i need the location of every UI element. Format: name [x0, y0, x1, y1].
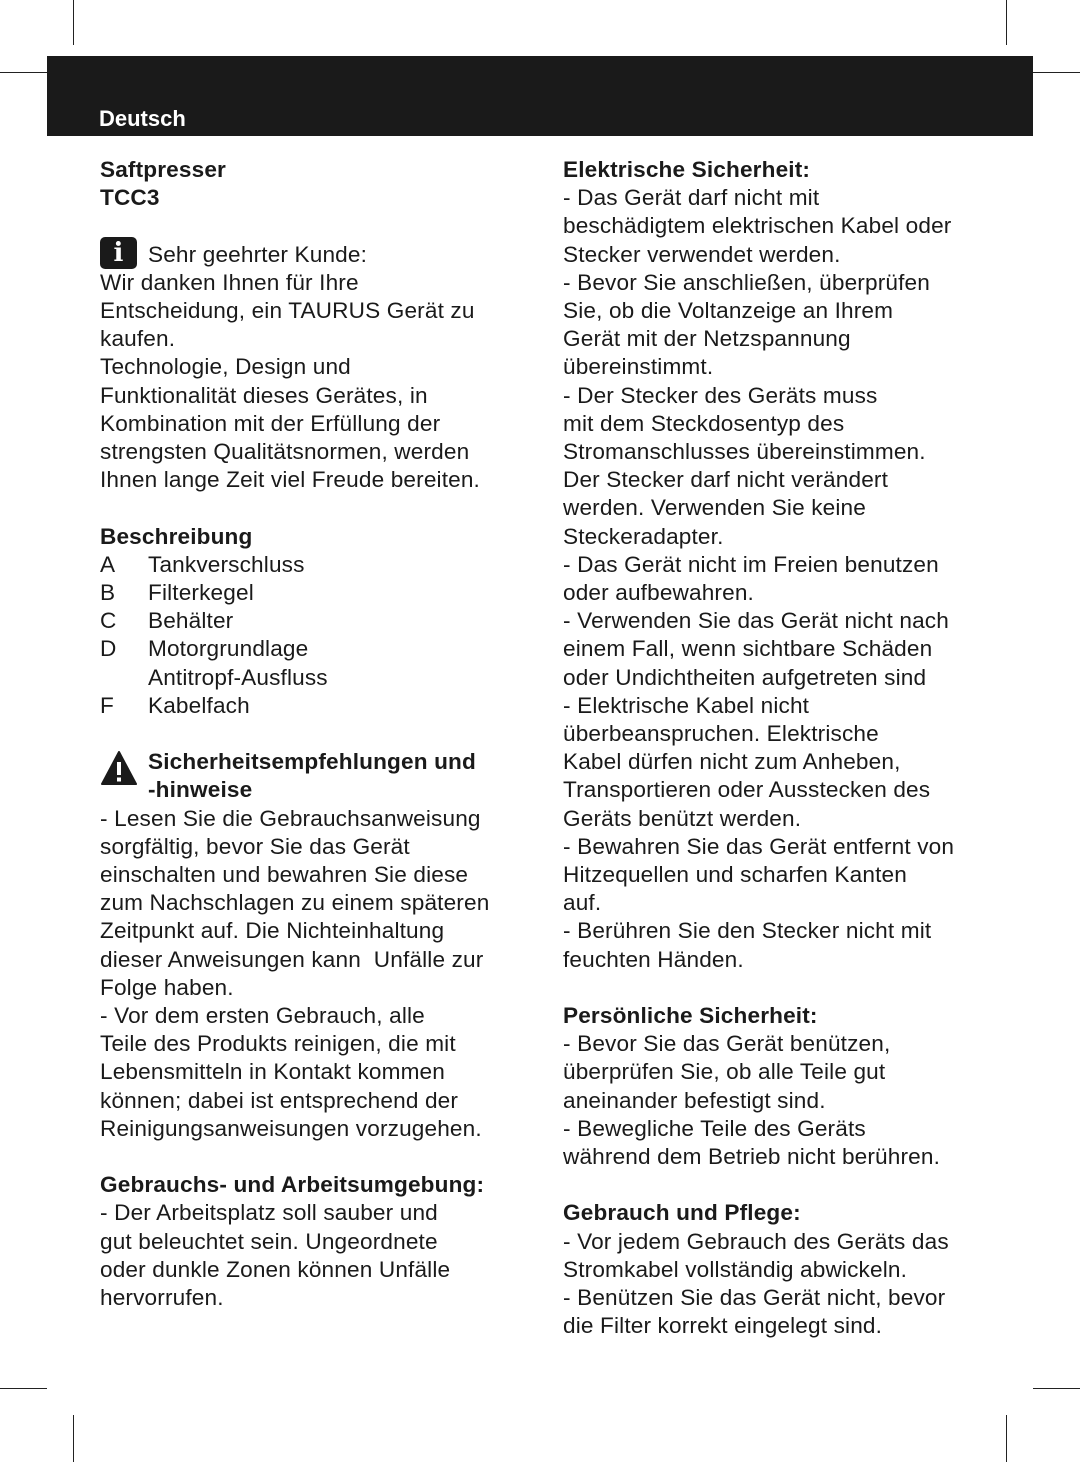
item-label: Filterkegel: [148, 580, 254, 606]
text-line: feuchten Händen.: [563, 946, 744, 972]
safety-text: [100, 805, 530, 1143]
language-label: Deutsch: [99, 106, 186, 131]
text-line: überprüfen Sie, ob alle Teile gut: [563, 1059, 886, 1085]
item-letter: C: [100, 608, 117, 634]
text-line: die Filter korrekt eingelegt sind.: [563, 1313, 883, 1339]
info-icon: i: [100, 237, 137, 269]
text-line: gut beleuchtet sein. Ungeordnete: [100, 1228, 438, 1254]
item-letter: A: [100, 551, 116, 577]
text-line: Stecker verwendet werden.: [563, 241, 841, 267]
text-line: - Der Stecker des Geräts muss: [563, 382, 878, 408]
item-letter: F: [100, 692, 114, 718]
crop-mark: [1033, 1388, 1080, 1389]
warning-icon: [100, 750, 138, 786]
text-line: Sie, ob die Voltanzeige an Ihrem: [563, 298, 894, 324]
environment-heading: Gebrauchs- und Arbeitsumgebung:: [100, 1172, 485, 1198]
crop-mark: [1033, 72, 1080, 73]
intro-line: Technologie, Design und: [100, 354, 351, 380]
text-line: mit dem Steckdosentyp des: [563, 410, 845, 436]
text-line: Stromkabel vollständig abwickeln.: [563, 1256, 908, 1282]
text-line: - Verwenden Sie das Gerät nicht nach: [563, 608, 949, 634]
list-item: [100, 607, 530, 635]
description-list: [100, 551, 530, 720]
text-line: - Bewegliche Teile des Geräts: [563, 1115, 866, 1141]
intro-line: Kombination mit der Erfüllung der: [100, 410, 441, 436]
text-line: - Lesen Sie die Gebrauchsanweisung: [100, 805, 481, 831]
text-line: während dem Betrieb nicht berühren.: [563, 1144, 941, 1170]
intro-line: kaufen.: [100, 326, 176, 352]
text-line: - Bevor Sie anschließen, überprüfen: [563, 269, 930, 295]
product-model: TCC3: [100, 185, 160, 211]
crop-mark: [73, 0, 74, 45]
text-line: hervorrufen.: [100, 1285, 224, 1311]
text-line: oder aufbewahren.: [563, 580, 754, 606]
item-label: Behälter: [148, 608, 234, 634]
text-line: Der Stecker darf nicht verändert: [563, 467, 889, 493]
text-line: Geräts benützt werden.: [563, 805, 802, 831]
list-item: [100, 579, 530, 607]
crop-mark: [1006, 0, 1007, 45]
text-line: Hitzequellen und scharfen Kanten: [563, 862, 907, 888]
text-line: - Bevor Sie das Gerät benützen,: [563, 1031, 891, 1057]
text-line: überbeanspruchen. Elektrische: [563, 721, 879, 747]
care-heading: Gebrauch und Pflege:: [563, 1200, 801, 1226]
text-line: zum Nachschlagen zu einem späteren: [100, 890, 490, 916]
text-line: - Das Gerät nicht im Freien benutzen: [563, 551, 939, 577]
intro-line: Funktionalität dieses Gerätes, in: [100, 382, 428, 408]
text-line: Lebensmitteln in Kontakt kommen: [100, 1059, 445, 1085]
text-line: aneinander befestigt sind.: [563, 1087, 826, 1113]
text-line: können; dabei ist entsprechend der: [100, 1087, 459, 1113]
left-column: [100, 156, 530, 1312]
item-letter: B: [100, 580, 116, 606]
text-line: - Vor jedem Gebrauch des Geräts das: [563, 1228, 949, 1254]
list-item: [100, 551, 530, 579]
text-line: beschädigtem elektrischen Kabel oder: [563, 213, 952, 239]
text-line: Teile des Produkts reinigen, die mit: [100, 1031, 456, 1057]
crop-mark: [0, 72, 47, 73]
text-line: Steckeradapter.: [563, 523, 724, 549]
item-label: Antitropf-Ausfluss: [148, 664, 328, 690]
text-line: werden. Verwenden Sie keine: [563, 495, 866, 521]
text-line: Folge haben.: [100, 974, 234, 1000]
electrical-heading: Elektrische Sicherheit:: [563, 157, 811, 182]
text-line: Reinigungsanweisungen vorzugehen.: [100, 1115, 482, 1141]
text-line: - Das Gerät darf nicht mit: [563, 185, 820, 211]
crop-mark: [73, 1415, 74, 1462]
item-label: Kabelfach: [148, 692, 250, 718]
greeting: i Sehr geehrter Kunde:: [100, 241, 530, 269]
text-line: einem Fall, wenn sichtbare Schäden: [563, 636, 933, 662]
text-line: Transportieren oder Ausstecken des: [563, 777, 931, 803]
intro-line: Wir danken Ihnen für Ihre: [100, 269, 359, 295]
electrical-text: [563, 184, 1003, 974]
text-line: dieser Anweisungen kann Unfälle zur: [100, 946, 484, 972]
item-label: Motorgrundlage: [148, 636, 309, 662]
text-line: - Berühren Sie den Stecker nicht mit: [563, 918, 932, 944]
item-letter: D: [100, 636, 117, 662]
list-item: [100, 692, 530, 720]
environment-text: [100, 1199, 530, 1312]
right-column: [563, 156, 1003, 1341]
personal-text: [563, 1030, 1003, 1171]
intro-text: [100, 269, 530, 495]
product-name: Saftpresser: [100, 157, 226, 182]
text-line: Kabel dürfen nicht zum Anheben,: [563, 749, 901, 775]
text-line: - Elektrische Kabel nicht: [563, 692, 810, 718]
care-text: [563, 1228, 1003, 1341]
text-line: - Der Arbeitsplatz soll sauber und: [100, 1200, 438, 1226]
intro-line: Ihnen lange Zeit viel Freude bereiten.: [100, 467, 480, 493]
text-line: Zeitpunkt auf. Die Nichteinhaltung: [100, 918, 445, 944]
text-line: Gerät mit der Netzspannung: [563, 326, 851, 352]
safety-heading-line: Sicherheitsempfehlungen und: [148, 749, 476, 775]
safety-heading-line: -hinweise: [148, 777, 253, 803]
crop-mark: [1006, 1415, 1007, 1462]
item-label: Tankverschluss: [148, 551, 305, 577]
text-line: oder Undichtheiten aufgetreten sind: [563, 664, 927, 690]
text-line: - Bewahren Sie das Gerät entfernt von: [563, 833, 955, 859]
intro-line: Entscheidung, ein TAURUS Gerät zu: [100, 298, 475, 323]
list-item: [100, 664, 530, 692]
text-line: einschalten und bewahren Sie diese: [100, 862, 469, 888]
safety-heading: [100, 748, 530, 804]
list-item: [100, 635, 530, 663]
header-bar: [47, 56, 1033, 136]
text-line: übereinstimmt.: [563, 354, 714, 380]
text-line: oder dunkle Zonen können Unfälle: [100, 1256, 451, 1282]
personal-heading: Persönliche Sicherheit:: [563, 1003, 818, 1029]
text-line: Stromanschlusses übereinstimmen.: [563, 439, 926, 465]
text-line: auf.: [563, 890, 602, 916]
intro-line: strengsten Qualitätsnormen, werden: [100, 439, 470, 465]
text-line: sorgfältig, bevor Sie das Gerät: [100, 833, 410, 859]
item-letter: [100, 664, 148, 692]
text-line: - Benützen Sie das Gerät nicht, bevor: [563, 1285, 946, 1311]
description-heading: Beschreibung: [100, 523, 253, 549]
text-line: - Vor dem ersten Gebrauch, alle: [100, 1003, 425, 1029]
crop-mark: [0, 1388, 47, 1389]
